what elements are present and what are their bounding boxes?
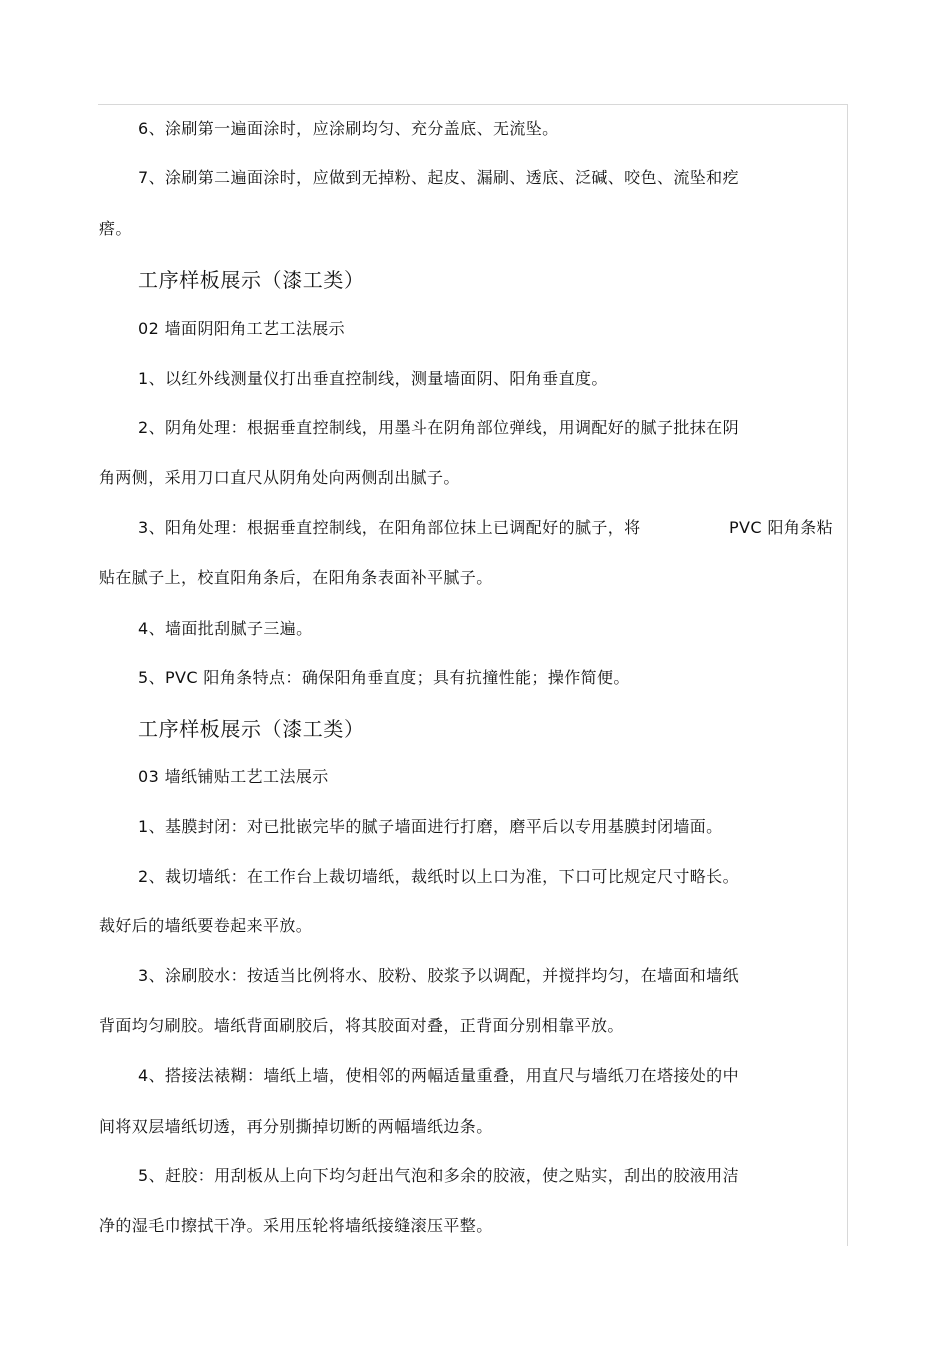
paragraph-corner-step-1: 1、以红外线测量仪打出垂直控制线，测量墙面阴、阳角垂直度。 <box>138 369 608 388</box>
paragraph-wallpaper-step-2-line-2: 裁好后的墙纸要卷起来平放。 <box>99 916 313 935</box>
paragraph-corner-step-3-line-1: 3、阳角处理：根据垂直控制线，在阳角部位抹上已调配好的腻子，将 <box>138 518 641 537</box>
paragraph-wallpaper-step-5-line-1: 5、赶胶：用刮板从上向下均匀赶出气泡和多余的胶液，使之贴实，刮出的胶液用洁 <box>138 1166 739 1185</box>
page-border-right <box>847 104 848 1246</box>
paragraph-corner-step-2-line-1: 2、阴角处理：根据垂直控制线，用墨斗在阴角部位弹线，用调配好的腻子批抹在阴 <box>138 418 739 437</box>
paragraph-step-6: 6、涂刷第一遍面涂时，应涂刷均匀、充分盖底、无流坠。 <box>138 119 559 138</box>
section-heading-2: 工序样板展示（漆工类） <box>138 717 365 741</box>
section-heading-1: 工序样板展示（漆工类） <box>138 268 365 292</box>
paragraph-wallpaper-step-3-line-1: 3、涂刷胶水：按适当比例将水、胶粉、胶浆予以调配，并搅拌均匀，在墙面和墙纸 <box>138 966 739 985</box>
paragraph-wallpaper-step-1: 1、基膜封闭：对已批嵌完毕的腻子墙面进行打磨，磨平后以专用基膜封闭墙面。 <box>138 817 723 836</box>
paragraph-step-7-line-2: 瘩。 <box>99 219 132 238</box>
subsection-title-03: 03 墙纸铺贴工艺工法展示 <box>138 767 329 786</box>
page-border-top <box>98 104 848 105</box>
paragraph-wallpaper-step-4-line-2: 间将双层墙纸切透，再分别撕掉切断的两幅墙纸边条。 <box>99 1117 493 1136</box>
paragraph-corner-step-5: 5、PVC 阳角条特点：确保阳角垂直度；具有抗撞性能；操作简便。 <box>138 668 630 687</box>
paragraph-corner-step-3-line-2: 贴在腻子上，校直阳角条后，在阳角条表面补平腻子。 <box>99 568 493 587</box>
paragraph-corner-step-3-line-1-end: PVC 阳角条粘 <box>729 518 834 537</box>
paragraph-wallpaper-step-3-line-2: 背面均匀刷胶。墙纸背面刷胶后，将其胶面对叠，正背面分别相靠平放。 <box>99 1016 624 1035</box>
paragraph-wallpaper-step-5-line-2: 净的湿毛巾擦拭干净。采用压轮将墙纸接缝滚压平整。 <box>99 1216 493 1235</box>
subsection-title-02: 02 墙面阴阳角工艺工法展示 <box>138 319 346 338</box>
paragraph-step-7-line-1: 7、涂刷第二遍面涂时，应做到无掉粉、起皮、漏刷、透底、泛碱、咬色、流坠和疙 <box>138 168 739 187</box>
paragraph-wallpaper-step-2-line-1: 2、裁切墙纸：在工作台上裁切墙纸，裁纸时以上口为准，下口可比规定尺寸略长。 <box>138 867 739 886</box>
paragraph-corner-step-4: 4、墙面批刮腻子三遍。 <box>138 619 313 638</box>
paragraph-corner-step-2-line-2: 角两侧，采用刀口直尺从阴角处向两侧刮出腻子。 <box>99 468 460 487</box>
paragraph-wallpaper-step-4-line-1: 4、搭接法裱糊：墙纸上墙，使相邻的两幅适量重叠，用直尺与墙纸刀在塔接处的中 <box>138 1066 739 1085</box>
